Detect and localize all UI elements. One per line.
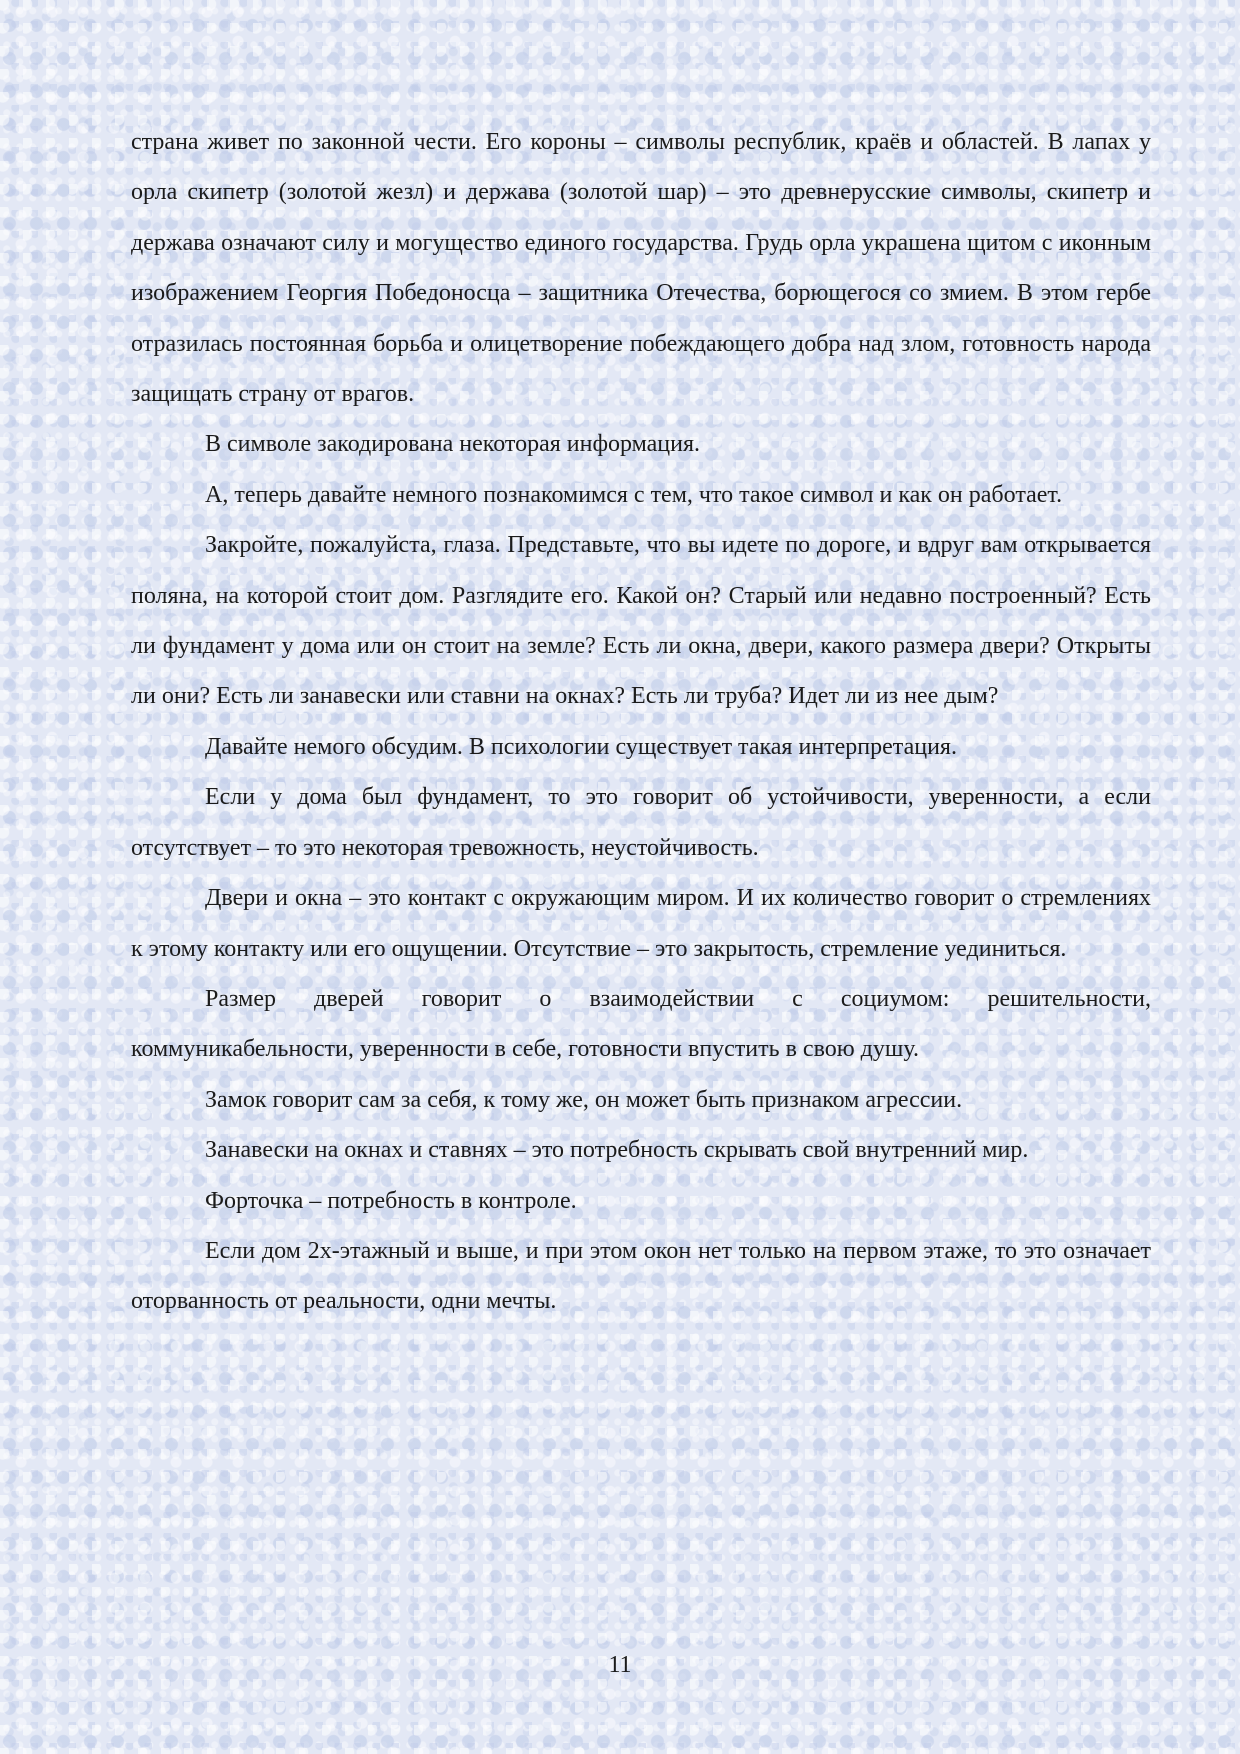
paragraph: Размер дверей говорит о взаимодействии с социумом: решительности, коммуникабельности, уверенности в себе, готовности впустить в свою душу.	[131, 985, 1151, 1063]
paragraph: Двери и окна – это контакт с окружающим миром. И их количество говорит о стремлениях к этому контакту или его ощущении. Отсутствие – это закрытость, стремление уединиться.	[131, 885, 1151, 962]
paragraph: А, теперь давайте немного познакомимся с тем, что такое символ и как он работает.	[205, 481, 1063, 508]
paragraph: В символе закодирована некоторая информация.	[205, 431, 701, 458]
paragraph: Если дом 2х-этажный и выше, и при этом окон нет только на первом этаже, то это означает оторванность от реальности, одни мечты.	[131, 1237, 1151, 1315]
paragraph: Если у дома был фундамент, то это говорит об устойчивости, уверенности, а если отсутствует – то это некоторая тревожность, неустойчивость.	[131, 784, 1151, 861]
page-body	[131, 117, 1151, 1327]
paragraph: Замок говорит сам за себя, к тому же, он может быть признаком агрессии.	[205, 1086, 963, 1113]
paragraph: Занавески на окнах и ставнях – это потребность скрывать свой внутренний мир.	[205, 1137, 1029, 1164]
paragraph-continued: страна живет по законной чести. Его короны – символы республик, краёв и областей. В лапах у орла скипетр (золотой жезл) и держава (золотой шар) – это древнерусские символы, скипетр и держава означают силу и могущество единого государства. Грудь орла украшена щитом с иконным изображением Георгия Победоносца – защитника Отечества, борющегося со змием. В этом гербе отразилась постоянная борьба и олицетворение побеждающего добра над злом, готовность народа защищать страну от врагов.	[131, 129, 1151, 408]
paragraph: Форточка – потребность в контроле.	[205, 1187, 577, 1214]
page-number: 11	[608, 1652, 632, 1678]
paragraph: Закройте, пожалуйста, глаза. Представьте, что вы идете по дороге, и вдруг вам открывается поляна, на которой стоит дом. Разглядите его. Какой он? Старый или недавно построенный? Есть ли фундамент у дома или он стоит на земле? Есть ли окна, двери, какого размера двери? Открыты ли они? Есть ли занавески или ставни на окнах? Есть ли труба? Идет ли из нее дым?	[131, 532, 1151, 710]
paragraph: Давайте немого обсудим. В психологии существует такая интерпретация.	[205, 733, 957, 760]
